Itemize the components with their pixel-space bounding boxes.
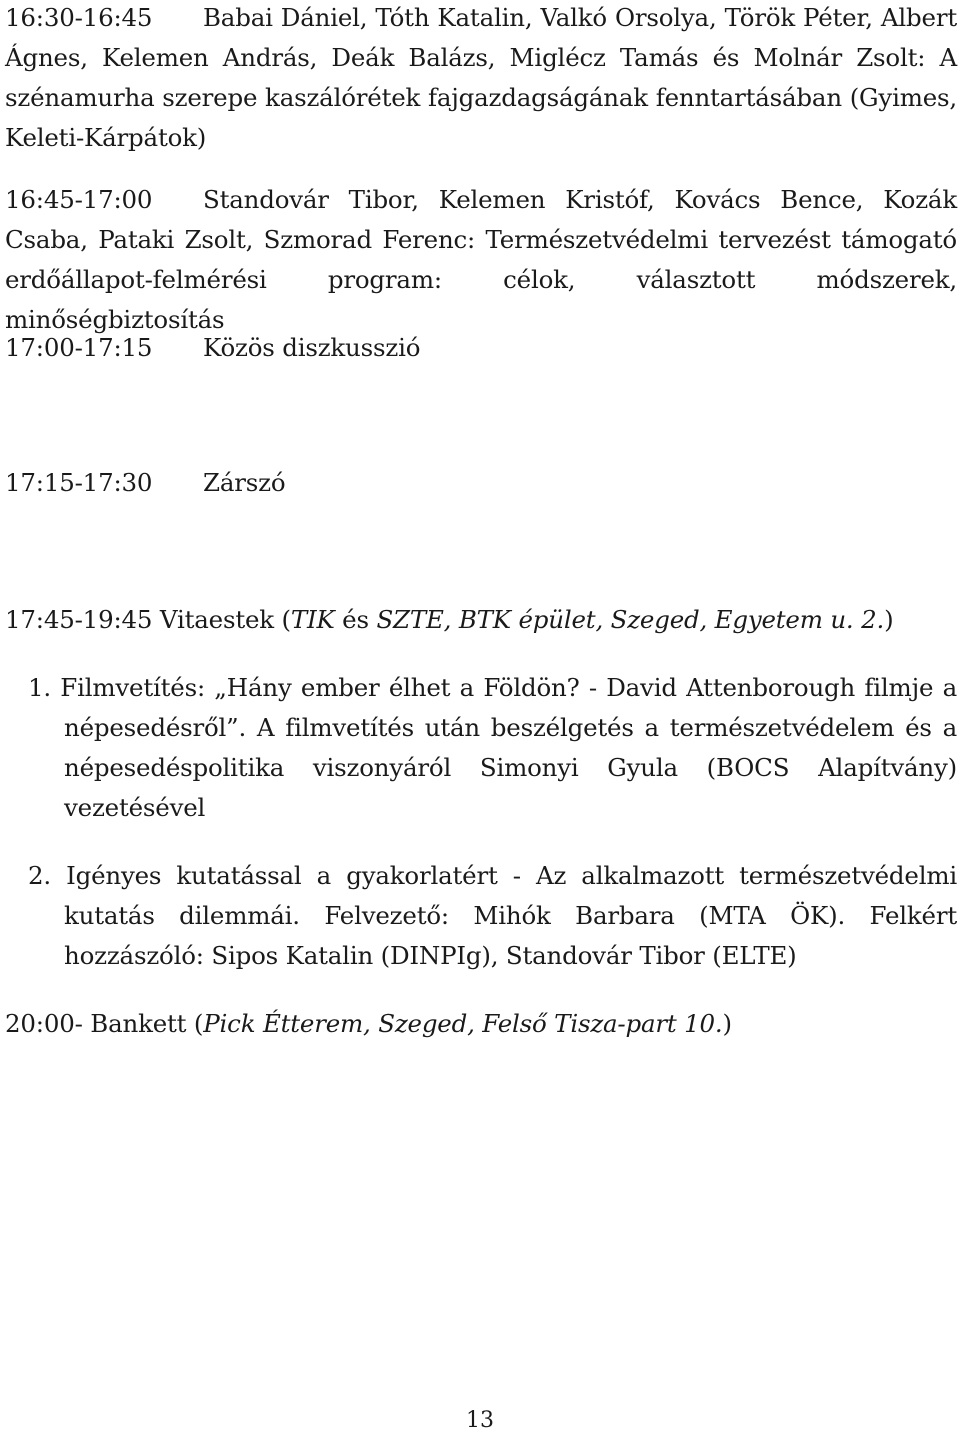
entry-time: 16:45-17:00	[5, 185, 153, 214]
item-number: 2.	[28, 861, 51, 890]
item-text: Igényes kutatással a gyakorlatért - Az alkalmazott természetvédelmi kutatás dilemmái. Felvezető: Mihók Barbara (MTA ÖK). Felkért hozzászóló: Sipos Katalin (DINPIg), Standovár Tibor (ELTE)	[64, 861, 957, 970]
page-number: 13	[466, 1408, 494, 1433]
banquet-title: Bankett	[90, 1009, 187, 1038]
evening-location-open: (	[281, 605, 291, 634]
entry-time: 16:30-16:45	[5, 3, 153, 32]
entry-time: 17:00-17:15	[5, 333, 153, 362]
item-number: 1.	[28, 673, 51, 702]
schedule-entry	[5, 0, 957, 158]
evening-item	[28, 668, 957, 828]
evening-heading	[5, 600, 957, 640]
entry-text: Zárszó	[203, 468, 286, 497]
evening-location-part1: TIK	[290, 605, 335, 634]
evening-location-close: )	[884, 605, 894, 634]
schedule-entry	[5, 328, 957, 368]
evening-time: 17:45-19:45	[5, 605, 153, 634]
banquet-time: 20:00-	[5, 1009, 83, 1038]
entry-time: 17:15-17:30	[5, 468, 153, 497]
evening-location-part2: SZTE, BTK épület, Szeged, Egyetem u. 2.	[376, 605, 885, 634]
schedule-entry	[5, 463, 957, 503]
schedule-entry	[5, 180, 957, 340]
entry-text: Standovár Tibor, Kelemen Kristóf, Kovács Bence, Kozák Csaba, Pataki Zsolt, Szmorad Ferenc: Természetvédelmi tervezést támogató erdőállapot-felmérési program: célok, választott módszerek, minőségbiztosítás	[5, 185, 957, 334]
banquet-location-close: )	[722, 1009, 732, 1038]
banquet-location: Pick Étterem, Szeged, Felső Tisza-part 10.	[203, 1009, 723, 1038]
banquet-entry	[5, 1004, 957, 1044]
evening-location-and: és	[334, 605, 377, 634]
entry-text: Babai Dániel, Tóth Katalin, Valkó Orsolya, Török Péter, Albert Ágnes, Kelemen András, Deák Balázs, Miglécz Tamás és Molnár Zsolt: A szénamurha szerepe kaszálórétek fajgazdagságának fenntartásában (Gyimes, Keleti-Kárpátok)	[5, 3, 957, 152]
evening-item	[28, 856, 957, 976]
evening-title: Vitaestek	[159, 605, 274, 634]
banquet-location-open: (	[193, 1009, 204, 1038]
entry-text: Közös diszkusszió	[203, 333, 421, 362]
item-text: Filmvetítés: „Hány ember élhet a Földön? - David Attenborough filmje a népesedésről”. A filmvetítés után beszélgetés a természetvédelem és a népesedéspolitika viszonyáról Simonyi Gyula (BOCS Alapítvány) vezetésével	[60, 673, 957, 822]
